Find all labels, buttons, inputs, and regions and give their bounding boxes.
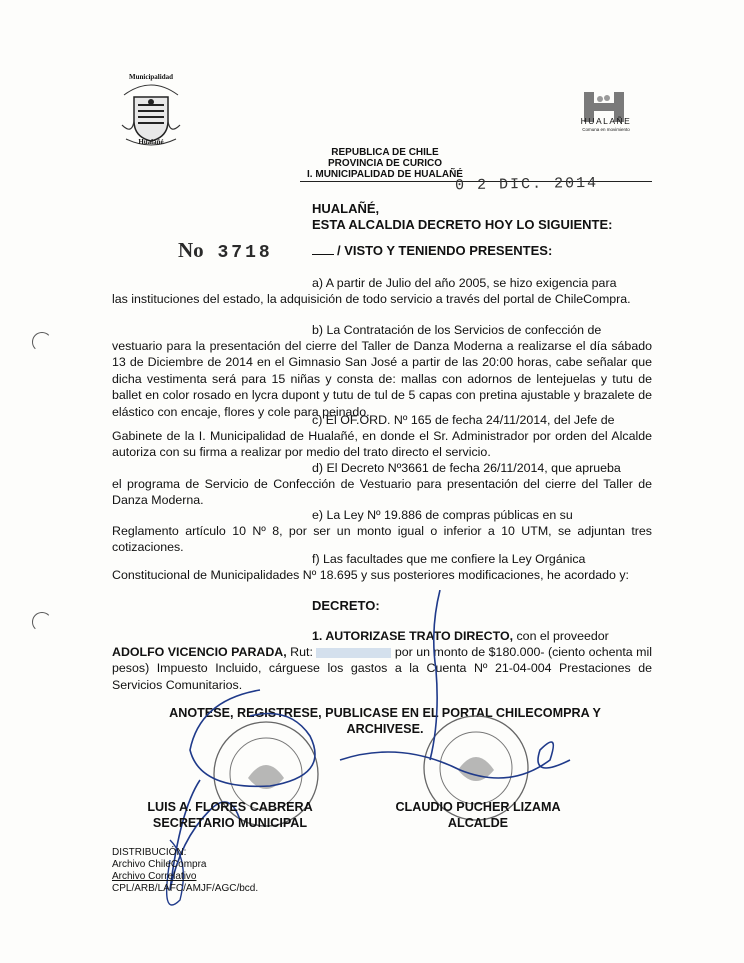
- decree-number-prefix: No: [178, 238, 204, 262]
- para-b-rest: vestuario para la presentación del cierre del Taller de Danza Moderna a realizarse el día sábado 13 de Diciembre de 2014 en el Gimnasio San José a partir de las 20:00 horas, cabe señalar que dicha vestimenta será para 15 niñas y consta de: mallas con adornos de lentejuelas y tutu de ballet en color rosado en lycra dupont y tutu de tul de 5 capas con pretina ajustable y brazalete de elástico con encaje, flores y cole para peinado.: [112, 339, 652, 419]
- date-stamp: 0 2 DIC. 2014: [454, 174, 599, 195]
- item-1-lead: 1. AUTORIZASE TRATO DIRECTO,: [312, 629, 514, 643]
- signatory-right-title: ALCALDE: [447, 816, 509, 830]
- para-e-rest: Reglamento artículo 10 Nº 8, por ser un monto igual o inferior a 10 UTM, se adjuntan tres cotizaciones.: [112, 524, 652, 555]
- place-heading: [312, 201, 612, 233]
- municipality-crest-logo: [118, 75, 184, 147]
- distribution-line: Archivo ChileCompra: [112, 859, 207, 870]
- brand-name: HUALAÑE: [580, 116, 632, 126]
- para-c-rest: Gabinete de la I. Municipalidad de Hualañé, en donde el Sr. Administrador por orden del Alcalde autoriza con su firma a realizar por medio del trato directo el servicio.: [112, 429, 652, 460]
- decree-number: [178, 238, 273, 263]
- brand-tagline: Comuna en movimiento: [582, 127, 630, 132]
- signatory-right-name: CLAUDIO PUCHER LIZAMA: [395, 800, 561, 814]
- signatory-left-title: SECRETARIO MUNICIPAL: [152, 816, 308, 830]
- para-b-first: b) La Contratación de los Servicios de confección de: [312, 323, 602, 337]
- para-f-rest: Constitucional de Municipalidades Nº 18.695 y sus posteriores modificaciones, he acordado y:: [112, 568, 629, 582]
- anotese-line-1: ANOTESE, REGISTRESE, PUBLICASE EN EL PORTAL CHILECOMPRA Y: [169, 706, 601, 720]
- para-d-rest: el programa de Servicio de Confección de Vestuario para presentación del cierre del Taller de Danza Moderna.: [112, 477, 652, 508]
- rut-label: Rut:: [290, 645, 313, 659]
- margin-punch-mark: [32, 612, 52, 632]
- item-1-amount: por un monto de $180.000- (ciento ochenta mil pesos) Impuesto Incluido, cárguese los gastos a la Cuenta Nº 21-04-004 Prestaciones de Servicios Comunitarios.: [112, 645, 652, 692]
- signatory-left-name: LUIS A. FLORES CABRERA: [147, 800, 313, 814]
- para-d-first: d) El Decreto Nº3661 de fecha 26/11/2014, que aprueba: [312, 461, 621, 475]
- document-header: [300, 147, 470, 180]
- anotese-line-2: ARCHIVESE.: [346, 722, 424, 736]
- distribution-line: Archivo Correlativo: [112, 871, 197, 882]
- margin-punch-mark: [32, 332, 52, 352]
- visto-text: / VISTO Y TENIENDO PRESENTES:: [337, 243, 553, 258]
- para-a-rest: las instituciones del estado, la adquisición de todo servicio a través del portal de ChileCompra.: [112, 292, 631, 306]
- distribution-heading: DISTRIBUCIÓN:: [112, 847, 187, 858]
- decreto-heading: DECRETO:: [312, 598, 380, 613]
- crest-bottom-text: Hualañé: [138, 138, 164, 146]
- para-c-first: c) El OF.ORD. Nº 165 de fecha 24/11/2014, del Jefe de: [312, 413, 615, 427]
- visto-underline: [312, 254, 334, 255]
- header-line-3: I. MUNICIPALIDAD DE HUALAÑÉ: [307, 169, 463, 180]
- header-line-2: PROVINCIA DE CURICO: [327, 158, 443, 169]
- decree-number-value: 3718: [217, 243, 273, 263]
- para-a-first: a) A partir de Julio del año 2005, se hizo exigencia para: [312, 276, 617, 290]
- para-f-first: f) Las facultades que me confiere la Ley Orgánica: [312, 552, 586, 566]
- distribution-line: CPL/ARB/LAFC/AMJF/AGC/bcd.: [112, 883, 259, 894]
- signatory-left: [130, 799, 330, 831]
- header-line-1: REPUBLICA DE CHILE: [331, 147, 439, 158]
- crest-top-text: Municipalidad: [129, 73, 173, 81]
- distribution-block: [112, 847, 258, 895]
- place: HUALAÑÉ,: [312, 201, 380, 216]
- visto-heading: [312, 243, 552, 258]
- para-e-first: e) La Ley Nº 19.886 de compras públicas en su: [312, 508, 573, 522]
- provider-name: ADOLFO VICENCIO PARADA,: [112, 645, 287, 659]
- signatory-right: [380, 799, 576, 831]
- intro-line: ESTA ALCALDIA DECRETO HOY LO SIGUIENTE:: [312, 217, 613, 232]
- item-1-lead-tail: con el proveedor: [516, 629, 609, 643]
